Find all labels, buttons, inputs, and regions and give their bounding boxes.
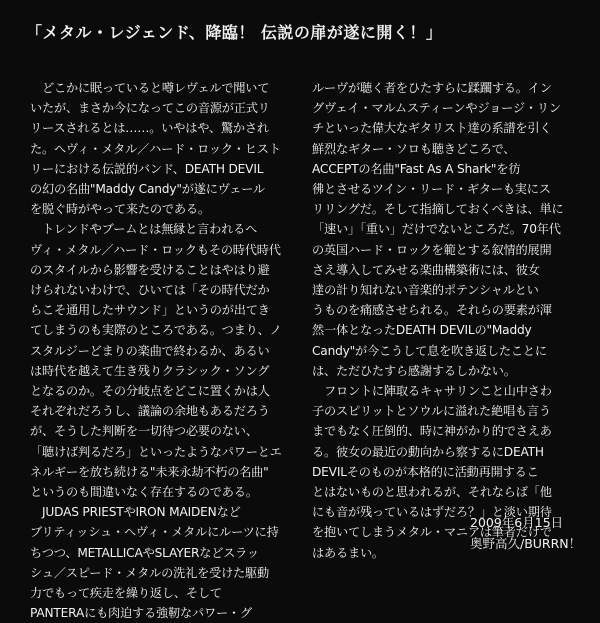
- text-line: フロントに陣取るキャサリンこと山中さわ: [312, 384, 552, 399]
- text-line: 然一体となったDEATH DEVILの"Maddy: [312, 323, 532, 338]
- text-line: が、そうした判断を一切待つ必要のない、: [30, 424, 258, 439]
- text-line: Candy"が今こうして息を吹き返したことに: [312, 343, 547, 358]
- text-line: リーにおける伝説的バンド、DEATH DEVIL: [30, 161, 264, 176]
- text-line: グヴェイ・マルムスティーンやジョージ・リン: [312, 101, 561, 116]
- text-line: の幻の名曲"Maddy Candy"が遂にヴェール: [30, 182, 265, 197]
- text-line: シュ／スピード・メタルの洗礼を受けた駆動: [30, 565, 270, 580]
- text-line: 「速い」「重い」だけでないところだ。70年代: [312, 222, 561, 237]
- text-line: てしまうのも実際のところである。つまり、ノ: [30, 323, 282, 338]
- text-line: ルーヴが聴く者をひたすらに蹂躙する。イン: [312, 81, 552, 95]
- text-line: 達の計り知れない音楽的ポテンシャルとい: [312, 283, 539, 298]
- text-line: 「聴けば判るだろ」といったようなパワーとエ: [30, 444, 282, 459]
- text-line: のスタイルから影響を受けることはやはり避: [30, 262, 270, 277]
- text-line: JUDAS PRIESTやIRON MAIDENなど: [30, 505, 241, 520]
- text-line: ACCEPTの名曲"Fast As A Shark"を彷: [312, 161, 521, 176]
- text-line: となるのか。その分岐点をどこに置くかは人: [30, 384, 270, 399]
- text-line: DEVILそのものが本格的に活動再開するこ: [312, 464, 539, 479]
- headline: 「メタル・レジェンド、降臨！ 伝説の扉が遂に開く！」: [26, 23, 443, 42]
- text-line: る。彼女の最近の動向から察するにDEATH: [312, 444, 544, 459]
- text-line: どこかに眠っていると噂レヴェルで聞いて: [30, 81, 270, 95]
- text-line: PANTERAにも肉迫する強靭なパワー・グ: [30, 606, 252, 621]
- text-line: を脱ぐ時がやって来たのである。: [30, 202, 210, 217]
- text-line: さえ導入してみせる楽曲構築術には、彼女: [312, 262, 540, 277]
- text-line: 鮮烈なギター・ソロも聴きどころで、: [312, 141, 516, 156]
- text-line: ネルギーを放ち続ける"未来永劫不朽の名曲": [30, 464, 269, 479]
- text-line: までもなく圧倒的、時に神がかり的でさえあ: [312, 424, 552, 439]
- text-line: ちつつ、METALLICAやSLAYERなどスラッ: [30, 545, 259, 560]
- text-line: けられないわけで、ひいては「その時代だか: [30, 283, 270, 298]
- text-line: ヴィ・メタル／ハード・ロックもその時代時代: [30, 242, 281, 257]
- signature: [470, 512, 581, 554]
- signature-author: 奥野高久/BURRN！: [470, 536, 582, 551]
- text-line: それぞれだろうし、議論の余地もあるだろう: [30, 404, 270, 419]
- text-line: というのも間違いなく存在するのである。: [30, 485, 258, 500]
- text-line: ブリティッシュ・ヘヴィ・メタルにルーツに持: [30, 525, 279, 540]
- text-line: いたが、まさか今になってこの音源が正式リ: [30, 101, 270, 116]
- text-line: うものを痛感させられる。それらの要素が渾: [312, 303, 552, 318]
- text-line: は時代を越えて生き残りクラシック・ソング: [30, 363, 270, 378]
- text-line: の英国ハード・ロックを範とする叙情的展開: [312, 242, 552, 257]
- text-line: はあるまい。: [312, 545, 384, 560]
- signature-date: 2009年6月15日: [470, 515, 564, 530]
- text-line: チといった偉大なギタリスト達の系譜を引く: [312, 121, 552, 136]
- text-line: トレンドやブームとは無縁と言われるヘ: [30, 222, 258, 237]
- text-line: リリングだ。そして指摘しておくべきは、単に: [312, 202, 564, 217]
- text-line: らこそ通用したサウンド」というのが出てき: [30, 303, 270, 318]
- text-line: リースされるとは……。いやはや、驚かされ: [30, 121, 269, 136]
- text-line: 力でもって疾走を繰り返し、そして: [30, 586, 222, 601]
- text-line: にも音が残っているはずだろ？」と淡い期待: [312, 505, 552, 520]
- left-column: [30, 78, 294, 623]
- text-line: を抱いてしまうメタル・マニアは筆者だけで: [312, 525, 552, 540]
- text-line: スタルジーどまりの楽曲で終わるか、あるい: [30, 343, 270, 358]
- text-line: た。ヘヴィ・メタル／ハード・ロック・ヒスト: [30, 141, 281, 156]
- text-line: とはないものと思われるが、それならば「他: [312, 485, 552, 500]
- text-line: 彿とさせるツイン・リード・ギターも実にス: [312, 182, 551, 197]
- text-line: 子のスピリットとソウルに溢れた絶唱も言う: [312, 404, 551, 419]
- right-column: [312, 78, 578, 563]
- text-line: は、ただひたすら感謝するしかない。: [312, 363, 516, 378]
